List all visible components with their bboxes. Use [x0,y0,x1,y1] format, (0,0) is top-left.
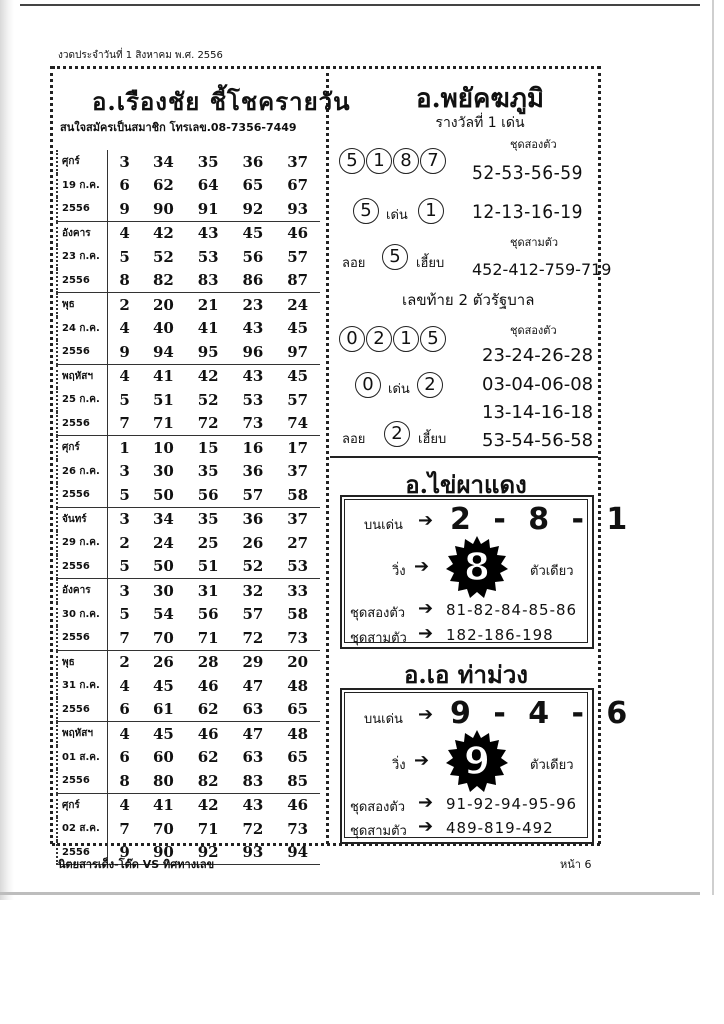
number-cell: 16 [242,438,264,457]
number-cell: 32 [242,581,264,600]
number-cell: 42 [197,367,219,386]
key-digit: 5 [119,247,130,266]
number-cell: 74 [275,412,320,436]
number-cell: 97 [275,340,320,364]
number-cell: 67 [287,176,309,195]
number-cell: 71 [197,819,219,838]
bon-den-label: บนเด่น [364,712,403,727]
circle-digit: 7 [420,148,446,174]
table-row [57,340,320,364]
number-cell: 37 [287,152,309,171]
key-digit: 8 [108,769,141,793]
key-digit: 6 [108,698,141,722]
number-cell: 24 [152,533,174,552]
row-date-label: จันทร์ [57,507,108,531]
number-cell: 42 [197,796,219,815]
number-cell: 45 [287,367,309,386]
single-label: ตัวเดียว [530,564,574,579]
number-cell: 56 [242,247,264,266]
number-cell: 17 [287,438,309,457]
row-date-label: อังคาร [57,579,108,603]
key-digit: 6 [119,176,130,195]
number-cell: 15 [197,438,219,457]
table-row [57,674,320,698]
set3-label: ชุดสามตัว [510,236,559,249]
table-row [57,388,320,412]
circle-digit: 1 [393,326,419,352]
number-cell: 53 [275,555,320,579]
number-cell: 46 [287,224,309,243]
table-row [57,364,320,388]
number-cell: 91 [186,197,231,221]
number-cell: 36 [242,462,264,481]
row-date-label: 2556 [57,197,108,221]
number-cell: 45 [287,319,309,338]
number-cell: 45 [242,224,264,243]
number-cell: 58 [275,483,320,507]
number-cell: 82 [186,769,231,793]
number-cell: 82 [141,269,186,293]
number-cell: 48 [287,724,309,743]
table-row [57,746,320,770]
row-date-label: 29 ก.ค. [57,531,108,555]
key-digit: 4 [119,724,130,743]
table-row [57,150,320,174]
table-row [57,769,320,793]
key-digit: 5 [119,605,130,624]
number-cell: 57 [287,390,309,409]
page-number: หน้า 6 [560,858,592,871]
mid-title: เลขท้าย 2 ตัวรัฐบาล [402,291,535,309]
arrow-right-icon: ➔ [418,816,434,837]
set2-line-e: 03-04-06-08 [482,374,594,395]
table-row [57,483,320,507]
row-date-label: ศุกร์ [57,150,108,174]
page-right-edge [712,0,714,895]
arrow-right-icon: ➔ [418,598,434,619]
set2-label-a: ชุดสองตัว [510,138,557,151]
set2-series: 81-82-84-85-86 [446,601,578,619]
number-cell: 34 [152,152,174,171]
row-date-label: 02 ส.ค. [57,817,108,841]
number-cell: 85 [275,769,320,793]
set3-series: 182-186-198 [446,626,554,644]
number-cell: 52 [152,247,174,266]
wing-label: วิ่ง [392,564,406,579]
key-digit: 9 [108,340,141,364]
number-cell: 57 [242,605,264,624]
number-cell: 43 [242,796,264,815]
number-cell: 36 [242,152,264,171]
key-digit: 7 [119,819,130,838]
right-title: อ.พยัคฆภูมิ [415,84,544,114]
set2-series: 91-92-94-95-96 [446,795,578,813]
key-digit: 6 [119,748,130,767]
row-date-label: 2556 [57,483,108,507]
key-digit: 3 [119,462,130,481]
number-cell: 70 [152,819,174,838]
set3-line: 452-412-759-719 [472,260,612,279]
loy-circle: 2 [384,421,410,447]
key-digit: 4 [119,796,130,815]
number-cell: 47 [242,676,264,695]
number-cell: 90 [141,197,186,221]
number-cell: 53 [242,390,264,409]
scan-shadow [0,0,14,900]
key-digit: 9 [108,197,141,221]
single-label: ตัวเดียว [530,758,574,773]
circle-digit: 8 [393,148,419,174]
row-date-label: 25 ก.ค. [57,388,108,412]
number-cell: 20 [287,653,309,672]
table-row [57,626,320,650]
number-cell: 52 [231,555,276,579]
number-cell: 48 [287,676,309,695]
number-cell: 43 [197,224,219,243]
arrow-right-icon: ➔ [418,704,434,725]
number-cell: 73 [287,819,309,838]
number-cell: 21 [197,295,219,314]
number-cell: 64 [197,176,219,195]
number-cell: 25 [197,533,219,552]
row-date-label: ศุกร์ [57,793,108,817]
number-cell: 46 [287,796,309,815]
number-cell: 45 [152,676,174,695]
bon-den-digits: 9 - 4 - 6 [450,696,634,731]
circle-digit: 1 [366,148,392,174]
frame-left [50,66,53,844]
number-cell: 60 [152,748,174,767]
arrow-right-icon: ➔ [414,750,430,771]
bon-den-digits: 2 - 8 - 1 [450,502,634,537]
table-row [57,174,320,198]
row-date-label: 23 ก.ค. [57,245,108,269]
table-row [57,245,320,269]
number-cell: 42 [152,224,174,243]
circle-digit: 5 [420,326,446,352]
left-title: อ.เรืองชัย ชี้โชครายวัน [92,87,351,116]
number-cell: 33 [287,581,309,600]
set2-line-d: 23-24-26-28 [482,345,594,366]
number-cell: 51 [152,390,174,409]
hiam-word: เฮี้ยบ [416,256,445,271]
table-row [57,531,320,555]
number-cell: 61 [141,698,186,722]
issue-date: งวดประจำวันที่ 1 สิงหาคม พ.ศ. 2556 [58,50,223,61]
key-digit: 1 [119,438,130,457]
table-row [57,507,320,531]
row-date-label: 2556 [57,269,108,293]
number-cell: 27 [287,533,309,552]
loy-word: ลอย [342,432,366,447]
row-date-label: 2556 [57,412,108,436]
number-cell: 94 [275,841,320,865]
left-subtitle: สนใจสมัครเป็นสมาชิก โทรเลข.08-7356-7449 [60,121,297,134]
table-row [57,722,320,746]
top-rule [20,4,700,6]
table-row [57,817,320,841]
row-date-label: 24 ก.ค. [57,317,108,341]
box2-title: อ.เอ ท่าม่วง [403,660,529,689]
lead-circle: 0 [355,372,381,398]
number-cell: 28 [197,653,219,672]
number-cell: 62 [152,176,174,195]
row-date-label: 19 ก.ค. [57,174,108,198]
loy-circle: 5 [382,244,408,270]
number-cell: 46 [197,724,219,743]
number-cell: 72 [231,626,276,650]
number-cell: 80 [141,769,186,793]
arrow-right-icon: ➔ [418,510,434,531]
table-row [57,555,320,579]
number-cell: 72 [242,819,264,838]
number-cell: 35 [197,152,219,171]
hiam-word: เฮี้ยบ [418,432,447,447]
key-digit: 2 [119,533,130,552]
row-date-label: อังคาร [57,221,108,245]
key-digit: 4 [119,319,130,338]
key-digit: 3 [119,581,130,600]
number-cell: 57 [287,247,309,266]
set2-line-b: 12-13-16-19 [472,201,583,223]
number-cell: 62 [186,698,231,722]
number-cell: 50 [141,483,186,507]
number-cell: 86 [231,269,276,293]
wing-digit: 8 [463,545,491,589]
number-cell: 34 [152,510,174,529]
number-cell: 37 [287,462,309,481]
row-date-label: 31 ก.ค. [57,674,108,698]
number-cell: 93 [231,841,276,865]
number-cell: 46 [197,676,219,695]
row-date-label: 2556 [57,841,108,865]
number-cell: 30 [152,581,174,600]
table-row [57,436,320,460]
number-cell: 10 [152,438,174,457]
number-cell: 83 [186,269,231,293]
loy-word: ลอย [342,256,366,271]
arrow-right-icon: ➔ [418,623,434,644]
set3-label: ชุดสามตัว [350,824,407,839]
set3-series: 489-819-492 [446,819,554,837]
row-date-label: 2556 [57,698,108,722]
number-cell: 26 [242,533,264,552]
number-cell: 51 [186,555,231,579]
number-cell: 71 [186,626,231,650]
row-date-label: ศุกร์ [57,436,108,460]
table-row [57,293,320,317]
number-cell: 93 [275,197,320,221]
den-word: เด่น [386,208,408,223]
row-date-label: 2556 [57,769,108,793]
key-digit: 5 [108,483,141,507]
circle-digit: 5 [339,148,365,174]
number-cell: 43 [242,319,264,338]
key-digit: 2 [119,653,130,672]
number-cell: 29 [242,653,264,672]
number-cell: 65 [275,698,320,722]
row-date-label: 26 ก.ค. [57,460,108,484]
wing-digit: 9 [463,739,491,783]
row-date-label: พุธ [57,293,108,317]
arrow-right-icon: ➔ [414,556,430,577]
table-row [57,269,320,293]
number-cell: 58 [287,605,309,624]
number-cell: 41 [197,319,219,338]
set2-line-f: 13-14-16-18 [482,402,594,423]
set3-label: ชุดสามตัว [350,631,407,646]
table-row [57,579,320,603]
key-digit: 5 [119,390,130,409]
number-cell: 26 [152,653,174,672]
lead-circle: 5 [353,198,379,224]
row-date-label: พฤหัสฯ [57,364,108,388]
table-row [57,412,320,436]
number-cell: 56 [197,605,219,624]
number-cell: 23 [242,295,264,314]
key-digit: 7 [108,412,141,436]
row-date-label: 01 ส.ค. [57,746,108,770]
page-bottom-edge [0,892,700,895]
number-cell: 65 [242,176,264,195]
wing-label: วิ่ง [392,758,406,773]
number-cell: 31 [197,581,219,600]
number-cell: 54 [152,605,174,624]
number-cell: 24 [287,295,309,314]
bon-den-label: บนเด่น [364,518,403,533]
number-cell: 43 [242,367,264,386]
box1-title: อ.ไข่ผาแดง [405,470,527,499]
number-cell: 20 [152,295,174,314]
number-cell: 37 [287,510,309,529]
circle-digit: 2 [366,326,392,352]
table-row [57,221,320,245]
row-date-label: 30 ก.ค. [57,603,108,627]
number-cell: 63 [231,698,276,722]
row-date-label: 2556 [57,340,108,364]
daily-number-table [56,150,320,865]
number-cell: 96 [231,340,276,364]
number-cell: 92 [186,841,231,865]
number-cell: 95 [186,340,231,364]
table-row [57,197,320,221]
row-date-label: 2556 [57,626,108,650]
frame-divider [326,66,329,844]
circle-digit: 0 [339,326,365,352]
number-cell: 62 [197,748,219,767]
number-cell: 63 [242,748,264,767]
table-row [57,603,320,627]
key-digit: 5 [108,555,141,579]
number-cell: 72 [186,412,231,436]
number-cell: 36 [242,510,264,529]
number-cell: 47 [242,724,264,743]
key-digit: 3 [119,152,130,171]
number-cell: 92 [231,197,276,221]
row-date-label: พุธ [57,650,108,674]
number-cell: 57 [231,483,276,507]
right-subtitle: รางวัลที่ 1 เด่น [435,115,525,131]
table-row [57,650,320,674]
number-cell: 73 [275,626,320,650]
arrow-right-icon: ➔ [418,792,434,813]
row-date-label: พฤหัสฯ [57,722,108,746]
number-cell: 56 [186,483,231,507]
number-cell: 94 [141,340,186,364]
key-digit: 3 [119,510,130,529]
number-cell: 87 [275,269,320,293]
den-word: เด่น [388,382,410,397]
number-cell: 73 [231,412,276,436]
set2-label-b: ชุดสองตัว [510,324,557,337]
magazine-name: นิตยสารเด็ง-โต๊ด VS ทิศทางเลข [58,858,215,871]
number-cell: 90 [141,841,186,865]
number-cell: 45 [152,724,174,743]
number-cell: 65 [287,748,309,767]
set2-label: ชุดสองตัว [350,606,406,621]
number-cell: 41 [152,367,174,386]
number-cell: 83 [231,769,276,793]
number-cell: 35 [197,462,219,481]
set2-line-a: 52-53-56-59 [472,162,583,184]
set2-label: ชุดสองตัว [350,800,406,815]
lead-circle: 2 [417,372,443,398]
number-cell: 41 [152,796,174,815]
row-date-label: 2556 [57,555,108,579]
number-cell: 50 [141,555,186,579]
table-row [57,793,320,817]
table-row [57,698,320,722]
key-digit: 4 [119,224,130,243]
key-digit: 8 [108,269,141,293]
number-cell: 35 [197,510,219,529]
key-digit: 4 [119,367,130,386]
key-digit: 9 [108,841,141,865]
number-cell: 70 [141,626,186,650]
section-divider [330,456,598,458]
table-row [57,317,320,341]
key-digit: 4 [119,676,130,695]
number-cell: 40 [152,319,174,338]
number-cell: 53 [197,247,219,266]
number-cell: 71 [141,412,186,436]
key-digit: 7 [108,626,141,650]
table-row [57,460,320,484]
number-cell: 52 [197,390,219,409]
lead-circle: 1 [418,198,444,224]
key-digit: 2 [119,295,130,314]
set2-line-g: 53-54-56-58 [482,430,594,451]
number-cell: 30 [152,462,174,481]
